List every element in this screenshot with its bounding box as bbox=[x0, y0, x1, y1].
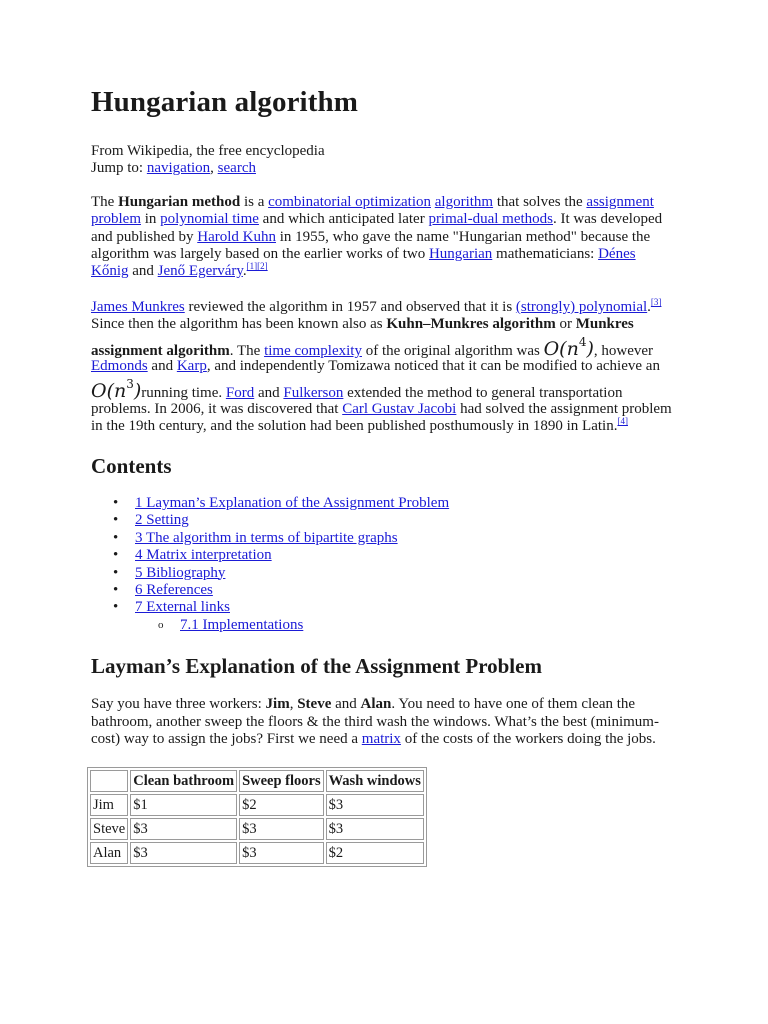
jump-prefix: Jump to: bbox=[91, 160, 147, 176]
table-cell: $3 bbox=[326, 818, 424, 840]
s1-line-3 bbox=[91, 731, 656, 748]
bullet-icon: • bbox=[113, 599, 119, 616]
bullet-icon: • bbox=[113, 512, 119, 529]
p2-line-2 bbox=[91, 316, 634, 333]
toc-link-implementations[interactable]: 7.1 Implementations bbox=[180, 616, 304, 633]
toc-item bbox=[91, 547, 449, 564]
text: , bbox=[289, 696, 298, 712]
tagline: From Wikipedia, the free encyclopedia bbox=[91, 143, 325, 159]
text: algorithm was largely based on the earlier works of two bbox=[91, 246, 429, 262]
intro-line-5 bbox=[91, 263, 268, 280]
jump-separator: , bbox=[210, 160, 218, 176]
text: . The bbox=[229, 343, 265, 359]
math-o-n4: $O(n^4)$ bbox=[543, 335, 594, 360]
bullet-icon: • bbox=[113, 564, 119, 581]
toc-item bbox=[91, 565, 449, 582]
text: The bbox=[91, 194, 119, 210]
table-cell: $3 bbox=[130, 842, 237, 864]
text: and bbox=[331, 696, 361, 712]
link-hungarian[interactable]: Hungarian bbox=[428, 246, 493, 262]
p2-line-1 bbox=[91, 299, 661, 316]
jump-navigation-link[interactable]: navigation bbox=[146, 160, 211, 176]
toc-link-references[interactable]: 6 References bbox=[135, 581, 213, 598]
text: and bbox=[147, 358, 177, 374]
bullet-icon: • bbox=[113, 547, 119, 564]
toc-link-laymans-explanation[interactable]: 1 Layman’s Explanation of the Assignment Problem bbox=[135, 495, 450, 511]
link-harold-kuhn[interactable]: Harold Kuhn bbox=[197, 229, 276, 245]
text: or bbox=[555, 316, 576, 332]
table-cell: $1 bbox=[130, 794, 237, 816]
link-strongly-polynomial[interactable]: (strongly) polynomial bbox=[515, 299, 648, 315]
jump-to bbox=[91, 160, 256, 177]
intro-line-4 bbox=[91, 246, 636, 263]
column-header: Sweep floors bbox=[239, 770, 324, 792]
bold-term: Hungarian method bbox=[118, 194, 241, 210]
text: Say you have three workers: bbox=[91, 696, 266, 712]
bullet-icon: • bbox=[113, 581, 119, 598]
citation-1-2[interactable]: [1][2] bbox=[246, 261, 268, 271]
text: in bbox=[141, 211, 161, 227]
toc-link-bibliography[interactable]: 5 Bibliography bbox=[135, 564, 226, 581]
intro-line-1 bbox=[91, 194, 654, 211]
table-cell: $3 bbox=[130, 818, 237, 840]
link-algorithm[interactable]: algorithm bbox=[434, 194, 494, 210]
text: and which anticipated later bbox=[258, 211, 429, 227]
text: of the costs of the workers doing the jobs. bbox=[400, 731, 656, 747]
text: running time. bbox=[141, 385, 226, 401]
p2-line-7 bbox=[91, 418, 628, 435]
toc-subitem bbox=[91, 617, 449, 634]
link-ford[interactable]: Ford bbox=[225, 385, 255, 401]
s1-line-2: bathroom, another sweep the floors & the third wash the windows. What’s the best (minimum- bbox=[91, 714, 659, 730]
table-cell: $3 bbox=[239, 818, 324, 840]
citation-3[interactable]: [3] bbox=[650, 297, 662, 307]
bold-term: Kuhn–Munkres algorithm bbox=[386, 316, 556, 332]
intro-line-2 bbox=[91, 211, 662, 228]
bold-term: Munkres bbox=[575, 316, 634, 332]
text: in 1955, who gave the name "Hungarian method" because the bbox=[276, 229, 651, 245]
row-label: Alan bbox=[90, 842, 128, 864]
link-james-munkres[interactable]: James Munkres bbox=[91, 299, 185, 315]
table-row bbox=[90, 794, 424, 816]
circle-bullet-icon: o bbox=[158, 618, 164, 631]
toc-item bbox=[91, 582, 449, 599]
cost-matrix-table bbox=[87, 767, 427, 867]
text: and bbox=[254, 385, 284, 401]
text: , and independently Tomizawa noticed that it can be modified to achieve an bbox=[206, 358, 660, 374]
table-cell: $2 bbox=[239, 794, 324, 816]
text: is a bbox=[240, 194, 269, 210]
text: that solves the bbox=[493, 194, 587, 210]
math-o-n3: $O(n^3)$ bbox=[91, 377, 142, 402]
column-header: Clean bathroom bbox=[130, 770, 237, 792]
text: . You need to have one of them clean the bbox=[391, 696, 636, 712]
row-label: Steve bbox=[90, 818, 128, 840]
p2-line-4 bbox=[91, 358, 660, 375]
link-carl-gustav-jacobi[interactable]: Carl Gustav Jacobi bbox=[342, 401, 457, 417]
column-header: Wash windows bbox=[326, 770, 424, 792]
link-polynomial-time[interactable]: polynomial time bbox=[160, 211, 259, 227]
toc-item bbox=[91, 512, 449, 529]
table-cell: $3 bbox=[326, 794, 424, 816]
text: had solved the assignment problem bbox=[456, 401, 672, 417]
row-label: Jim bbox=[90, 794, 128, 816]
text: of the original algorithm was bbox=[361, 343, 544, 359]
page-title: Hungarian algorithm bbox=[91, 86, 358, 118]
link-matrix[interactable]: matrix bbox=[361, 731, 401, 747]
contents-heading: Contents bbox=[91, 454, 172, 478]
bullet-icon: • bbox=[113, 529, 119, 546]
text: reviewed the algorithm in 1957 and observed that it is bbox=[184, 299, 516, 315]
link-assignment-problem[interactable]: assignment bbox=[586, 194, 654, 210]
link-denes-konig-cont[interactable]: Kőnig bbox=[91, 263, 129, 279]
intro-line-3 bbox=[91, 229, 650, 246]
text: and bbox=[128, 263, 158, 279]
text: . It was developed bbox=[553, 211, 663, 227]
citation-4[interactable]: [4] bbox=[617, 416, 628, 426]
worker-name: Jim bbox=[265, 696, 290, 712]
text: Since then the algorithm has been known also as bbox=[91, 316, 387, 332]
toc-item bbox=[91, 530, 449, 547]
toc-link-matrix-interpretation[interactable]: 4 Matrix interpretation bbox=[135, 547, 272, 564]
table-cell: $3 bbox=[239, 842, 324, 864]
s1-line-1 bbox=[91, 696, 635, 713]
text: . bbox=[242, 263, 247, 279]
text: and published by bbox=[91, 229, 198, 245]
toc-item bbox=[91, 599, 449, 616]
p2-line-6 bbox=[91, 401, 672, 418]
link-combinatorial-optimization[interactable]: combinatorial optimization bbox=[268, 194, 431, 210]
bullet-icon: • bbox=[113, 495, 119, 511]
link-assignment-problem-cont[interactable]: problem bbox=[91, 211, 141, 227]
toc-link-external-links[interactable]: 7 External links bbox=[135, 599, 230, 616]
table-header-row bbox=[90, 770, 424, 792]
table-of-contents bbox=[91, 495, 449, 634]
text: in the 19th century, and the solution had been published posthumously in 1890 in Latin. bbox=[91, 418, 618, 434]
table-row bbox=[90, 842, 424, 864]
text: , however bbox=[593, 343, 654, 359]
jump-search-link[interactable]: search bbox=[217, 160, 256, 176]
p2-line-5 bbox=[91, 377, 623, 402]
text: extended the method to general transportation bbox=[343, 385, 623, 401]
toc-link-bipartite-graphs[interactable]: 3 The algorithm in terms of bipartite graphs bbox=[135, 529, 398, 546]
section-heading-laymans-explanation: Layman’s Explanation of the Assignment Problem bbox=[91, 654, 542, 678]
link-primal-dual-methods[interactable]: primal-dual methods bbox=[428, 211, 553, 227]
link-karp[interactable]: Karp bbox=[176, 358, 207, 374]
text: . bbox=[647, 299, 651, 315]
table-row bbox=[90, 818, 424, 840]
table-cell: $2 bbox=[326, 842, 424, 864]
link-fulkerson[interactable]: Fulkerson bbox=[283, 385, 344, 401]
bold-term: assignment algorithm bbox=[91, 343, 230, 359]
link-edmonds[interactable]: Edmonds bbox=[91, 358, 148, 374]
table-corner-cell bbox=[90, 770, 128, 792]
link-denes-konig[interactable]: Dénes bbox=[598, 246, 636, 262]
text: cost) way to assign the jobs? First we need a bbox=[91, 731, 362, 747]
toc-link-setting[interactable]: 2 Setting bbox=[135, 512, 189, 529]
text: mathematicians: bbox=[492, 246, 599, 262]
link-jeno-egervary[interactable]: Jenő Egerváry bbox=[157, 263, 243, 279]
text: problems. In 2006, it was discovered that bbox=[91, 401, 343, 417]
worker-name: Steve bbox=[297, 696, 332, 712]
link-time-complexity[interactable]: time complexity bbox=[264, 343, 362, 359]
toc-item bbox=[91, 495, 449, 512]
worker-name: Alan bbox=[360, 696, 392, 712]
